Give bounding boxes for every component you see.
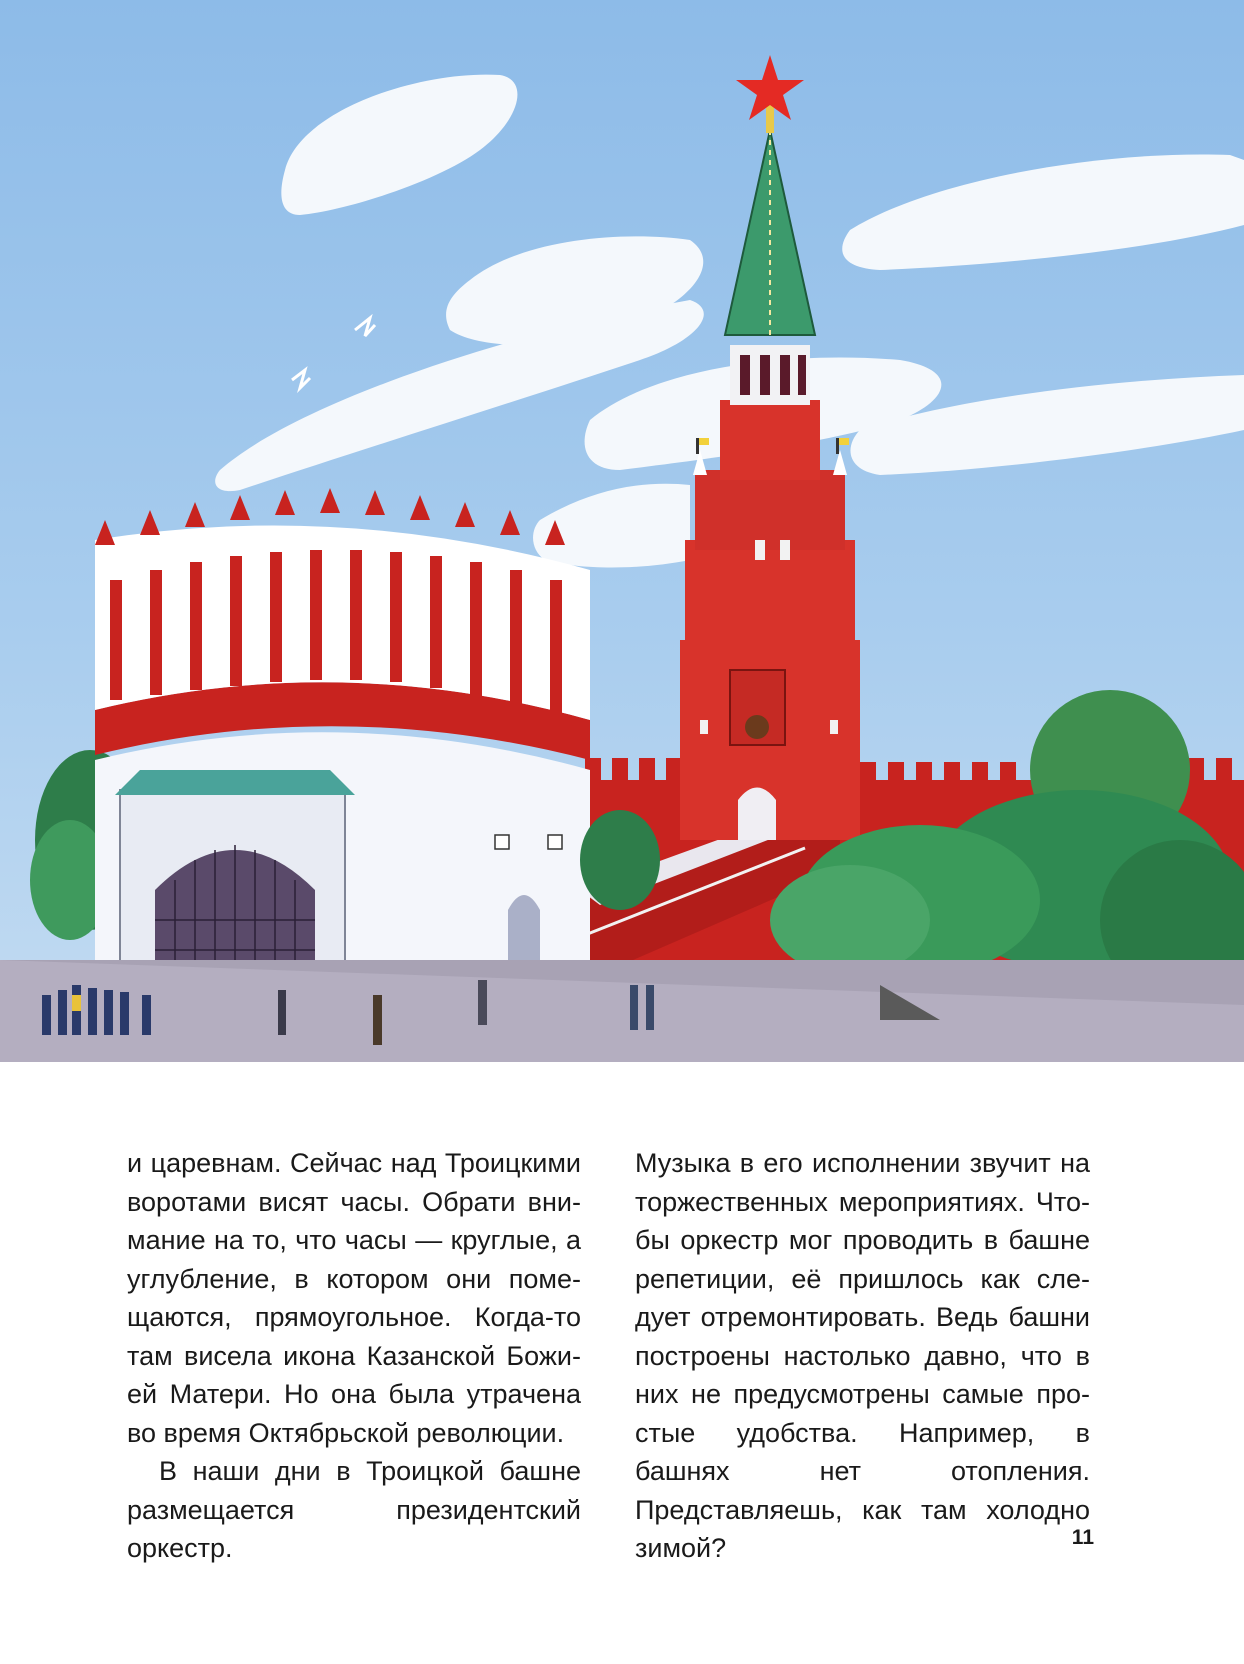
paragraph: и царевнам. Сейчас над Троицкими воротами висят часы. Обрати внимание на то, что часы — круглые, а углубление, в котором они помещаются, прямоугольное. Когда-то там висела икона Казанской Божией Матери. Но она была утрачена во время Октябрьской революции. xyxy=(127,1148,581,1448)
paragraph: В наши дни в Троицкой башне размещается президентский оркестр. xyxy=(127,1456,581,1563)
paragraph: Музыка в его исполнении звучит на торжественных мероприятиях. Чтобы оркестр мог проводить в башне репетиции, её пришлось как следует отремонтировать. Ведь башни построены настолько давно, что в них не предусмотрены самые простые удобства. Например, в башнях нет отопления. Представляешь, как там холодно зимой? xyxy=(635,1148,1090,1563)
page-number: 11 xyxy=(1071,1526,1094,1549)
text-column-right xyxy=(635,1144,1090,1568)
text-column-left xyxy=(127,1144,581,1568)
